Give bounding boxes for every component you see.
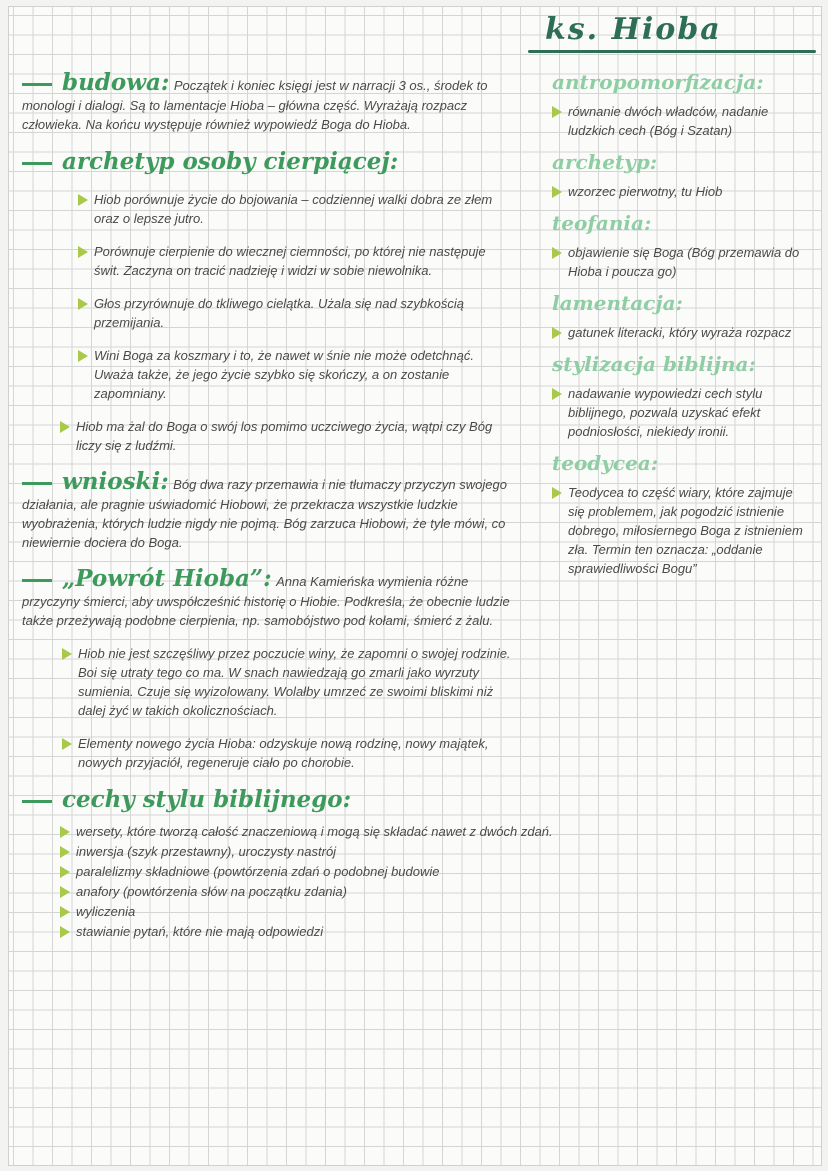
bullet-triangle-icon bbox=[60, 926, 70, 938]
bullet-triangle-icon bbox=[78, 246, 88, 258]
section-heading: budowa: bbox=[62, 69, 170, 96]
section-text: Anna Kamieńska wymienia różne przyczyny śmierci, aby uwspółcześnić historię o Hiobie. Podkreśla, że obecnie ludzie także przeżywają podobne cierpienia, np. samobójstwo pod kołami, śmierć z żalu. bbox=[22, 574, 510, 628]
term-definition: równanie dwóch władców, nadanie ludzkich cech (Bóg i Szatan) bbox=[552, 102, 810, 140]
term-heading: antropomorfizacja: bbox=[552, 70, 764, 94]
term-definition: Teodycea to część wiary, które zajmuje się problemem, jak pogodzić istnienie dobrego, miłosiernego Boga z istnieniem zła. Termin ten oznacza: „oddanie sprawiedliwości Bogu” bbox=[552, 483, 810, 578]
section-powrot-hioba bbox=[22, 566, 512, 630]
bullet-triangle-icon bbox=[552, 327, 562, 339]
term-heading: stylizacja biblijna: bbox=[552, 352, 756, 376]
term-heading: archetyp: bbox=[552, 150, 658, 174]
list-item: wersety, które tworzą całość znaczeniową i mogą się składać nawet z dwóch zdań. bbox=[60, 822, 800, 841]
list-item: anafory (powtórzenia słów na początku zdania) bbox=[60, 882, 800, 901]
section-cechy-heading: cechy stylu biblijnego: bbox=[22, 786, 512, 814]
cechy-list bbox=[60, 822, 800, 941]
list-item: Hiob porównuje życie do bojowania – codziennej walki dobra ze złem oraz o lepsze jutro. bbox=[78, 190, 512, 228]
bullet-triangle-icon bbox=[60, 826, 70, 838]
dash-marker bbox=[22, 800, 52, 803]
bullet-triangle-icon bbox=[552, 106, 562, 118]
section-text: Bóg dwa razy przemawia i nie tłumaczy przyczyn swojego działania, ale pragnie uświadomić Hiobowi, że przekracza wszystkie ludzkie wyobrażenia, których ludzie nigdy nie pojmą. Bóg zarzuca Hiobowi, że tyle mówi, co niewiernie dociera do Boga. bbox=[22, 477, 507, 550]
bullet-triangle-icon bbox=[62, 738, 72, 750]
term-heading: lamentacja: bbox=[552, 291, 683, 315]
list-item: stawianie pytań, które nie mają odpowiedzi bbox=[60, 922, 800, 941]
dash-marker bbox=[22, 162, 52, 165]
bullet-triangle-icon bbox=[62, 648, 72, 660]
bullet-triangle-icon bbox=[60, 866, 70, 878]
list-item: Wini Boga za koszmary i to, że nawet w śnie nie może odetchnąć. Uważa także, że jego życie szybko się skończy, a on zostanie zapomniany. bbox=[78, 346, 512, 403]
bullet-triangle-icon bbox=[78, 350, 88, 362]
bullet-triangle-icon bbox=[552, 388, 562, 400]
section-text: Początek i koniec księgi jest w narracji 3 os., środek to monologi i dialogi. Są to lamentacje Hioba – główna część. Wyrażają rozpacz człowieka. Na końcu występuje również wypowiedź Boga do Hioba. bbox=[22, 78, 488, 132]
term-definition: wzorzec pierwotny, tu Hiob bbox=[552, 182, 810, 201]
list-item: paralelizmy składniowe (powtórzenia zdań o podobnej budowie bbox=[60, 862, 800, 881]
dash-marker bbox=[22, 579, 52, 582]
list-item: wyliczenia bbox=[60, 902, 800, 921]
bullet-triangle-icon bbox=[552, 487, 562, 499]
term-heading: teodycea: bbox=[552, 451, 659, 475]
dash-marker bbox=[22, 482, 52, 485]
term-definition: objawienie się Boga (Bóg przemawia do Hioba i poucza go) bbox=[552, 243, 810, 281]
page-title: ks. Hioba bbox=[545, 12, 722, 47]
list-item: inwersja (szyk przestawny), uroczysty nastrój bbox=[60, 842, 800, 861]
bullet-triangle-icon bbox=[78, 298, 88, 310]
bullet-triangle-icon bbox=[60, 846, 70, 858]
right-column bbox=[552, 60, 810, 578]
left-column bbox=[22, 69, 553, 942]
bullet-triangle-icon bbox=[552, 186, 562, 198]
title-underline bbox=[528, 50, 816, 53]
list-item: Porównuje cierpienie do wiecznej ciemności, po której nie następuje świt. Zaczyna on tracić nadzieję i widzi w sobie niewolnika. bbox=[78, 242, 512, 280]
term-heading: teofania: bbox=[552, 211, 652, 235]
section-budowa bbox=[22, 70, 512, 134]
bullet-triangle-icon bbox=[552, 247, 562, 259]
term-definition: nadawanie wypowiedzi cech stylu biblijnego, pozwala uzyskać efekt podniosłości, niekiedy ironii. bbox=[552, 384, 810, 441]
section-heading: wnioski: bbox=[62, 468, 169, 495]
bullet-triangle-icon bbox=[60, 906, 70, 918]
list-item: Głos przyrównuje do tkliwego cielątka. Użala się nad szybkością przemijania. bbox=[78, 294, 512, 332]
term-definition: gatunek literacki, który wyraża rozpacz bbox=[552, 323, 810, 342]
list-item: Hiob ma żal do Boga o swój los pomimo uczciwego życia, wątpi czy Bóg liczy się z ludźmi. bbox=[60, 417, 512, 455]
bullet-triangle-icon bbox=[78, 194, 88, 206]
bullet-triangle-icon bbox=[60, 421, 70, 433]
section-archetyp-heading: archetyp osoby cierpiącej: bbox=[22, 148, 512, 176]
section-wnioski bbox=[22, 469, 512, 552]
dash-marker bbox=[22, 83, 52, 86]
bullet-triangle-icon bbox=[60, 886, 70, 898]
list-item: Hiob nie jest szczęśliwy przez poczucie winy, że zapomni o swojej rodzinie. Boi się utraty tego co ma. W snach nawiedzają go zmarli jako wyrzuty sumienia. Czuje się wyizolowany. Wolałby umrzeć ze swoimi bliskimi niż dalej żyć w takich okolicznościach. bbox=[62, 644, 512, 720]
section-heading: „Powrót Hioba”: bbox=[62, 565, 272, 592]
list-item: Elementy nowego życia Hioba: odzyskuje nową rodzinę, nowy majątek, nowych przyjaciół, regeneruje ciało po chorobie. bbox=[62, 734, 512, 772]
